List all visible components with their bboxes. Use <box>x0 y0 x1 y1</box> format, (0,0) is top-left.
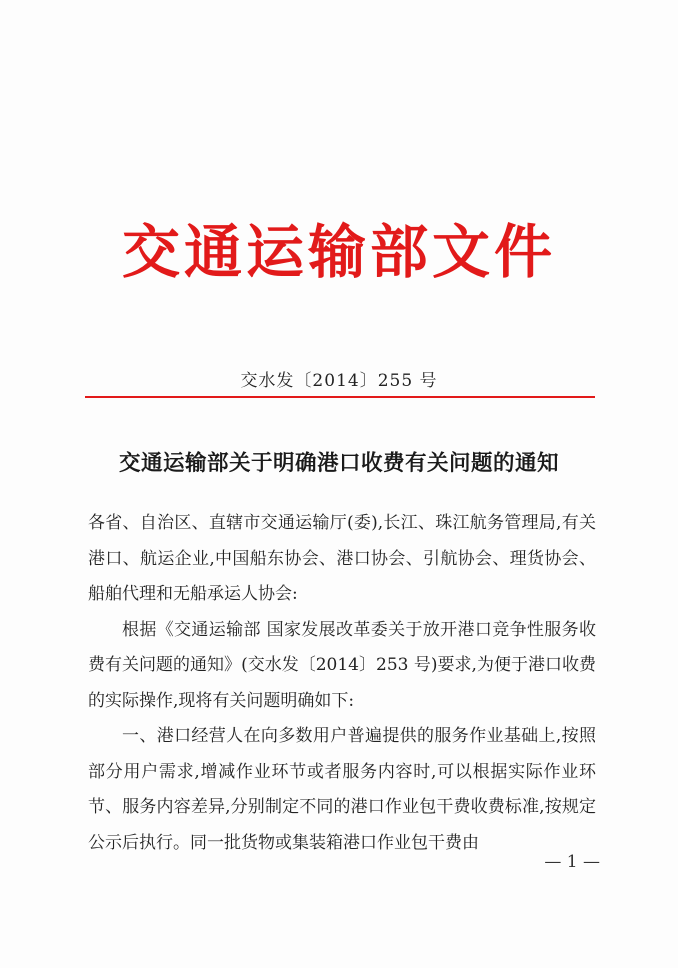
recipients-paragraph: 各省、自治区、直辖市交通运输厅(委),长江、珠江航务管理局,有关港口、航运企业,中国船东协会、港口协会、引航协会、理货协会、船舶代理和无船承运人协会: <box>88 513 596 604</box>
body-paragraph-basis: 根据《交通运输部 国家发展改革委关于放开港口竞争性服务收费有关问题的通知》(交水发〔2014〕253 号)要求,为便于港口收费的实际操作,现将有关问题明确如下: <box>88 619 596 711</box>
document-number: 交水发〔2014〕255 号 <box>240 371 438 391</box>
document-header-title: 交通运输部文件 <box>121 218 556 286</box>
notice-title: 交通运输部关于明确港口收费有关问题的通知 <box>118 451 559 476</box>
body-paragraph-item-1: 一、港口经营人在向多数用户普遍提供的服务作业基础上,按照部分用户需求,增减作业环节或者服务内容时,可以根据实际作业环节、服务内容差异,分别制定不同的港口作业包干费收费标准,按规定公示后执行。同一批货物或集装箱港口作业包干费由 <box>88 726 596 853</box>
header-red-rule <box>85 396 595 398</box>
page-number: — 1 — <box>544 852 600 872</box>
document-body <box>88 506 596 861</box>
